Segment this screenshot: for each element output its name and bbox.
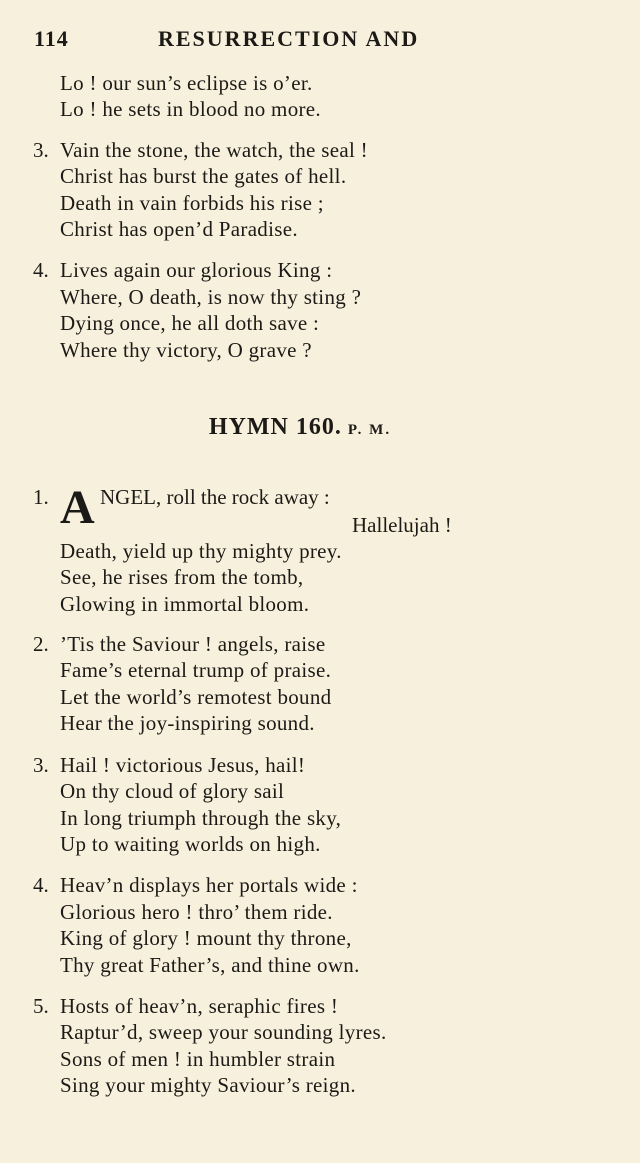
stanza-number: 3. [33, 753, 49, 777]
stanza-number: 2. [33, 632, 49, 656]
verse-line: Lo ! our sun’s eclipse is o’er. [60, 71, 313, 95]
verse-line: Death in vain forbids his rise ; [60, 191, 324, 215]
verse-line: ’Tis the Saviour ! angels, raise [60, 632, 326, 656]
running-head: RESURRECTION AND [158, 26, 420, 51]
verse-line: Death, yield up thy mighty prey. [60, 539, 342, 563]
verse-line: Let the world’s remotest bound [60, 685, 332, 709]
verse-line: Glorious hero ! thro’ them ride. [60, 900, 333, 924]
stanza-number: 3. [33, 138, 49, 162]
verse-line: NGEL, roll the rock away : [100, 485, 330, 509]
verse-line: Christ has open’d Paradise. [60, 217, 298, 241]
verse-line: King of glory ! mount thy throne, [60, 926, 352, 950]
hymn-number: HYMN 160. [208, 414, 342, 440]
verse-line: Fame’s eternal trump of praise. [60, 658, 332, 682]
verse-line: Hail ! victorious Jesus, hail! [60, 753, 306, 777]
verse-line: Christ has burst the gates of hell. [60, 164, 347, 188]
verse-line: Up to waiting worlds on high. [60, 832, 321, 856]
verse-line: Heav’n displays her portals wide : [60, 873, 358, 897]
verse-line: In long triumph through the sky, [60, 806, 342, 830]
verse-line: Dying once, he all doth save : [60, 311, 320, 335]
verse-line: Glowing in immortal bloom. [60, 592, 310, 616]
page-number: 114 [34, 26, 69, 51]
verse-line: Where thy victory, O grave ? [60, 338, 312, 362]
verse-line: Raptur’d, sweep your sounding lyres. [60, 1020, 387, 1044]
stanza-number: 4. [33, 258, 49, 282]
verse-line: On thy cloud of glory sail [60, 779, 285, 803]
verse-line: Vain the stone, the watch, the seal ! [60, 138, 368, 162]
stanza-number: 4. [33, 873, 49, 897]
verse-line: Thy great Father’s, and thine own. [60, 953, 360, 977]
verse-line: Lo ! he sets in blood no more. [60, 97, 321, 121]
hymn-title [0, 414, 600, 441]
page-header [34, 26, 474, 62]
refrain: Hallelujah ! [352, 513, 452, 537]
verse-line: Sing your mighty Saviour’s reign. [60, 1073, 356, 1097]
drop-cap: A [60, 481, 95, 534]
stanza-number: 1. [33, 485, 49, 509]
verse-line: Where, O death, is now thy sting ? [60, 285, 362, 309]
verse-line: See, he rises from the tomb, [60, 565, 304, 589]
verse-line: Hear the joy-inspiring sound. [60, 711, 315, 735]
verse-line: Sons of men ! in humbler strain [60, 1047, 336, 1071]
verse-line: Lives again our glorious King : [60, 258, 333, 282]
verse-line: Hosts of heav’n, seraphic fires ! [60, 994, 339, 1018]
hymn-meter: P. M. [347, 422, 392, 438]
stanza-number: 5. [33, 994, 49, 1018]
